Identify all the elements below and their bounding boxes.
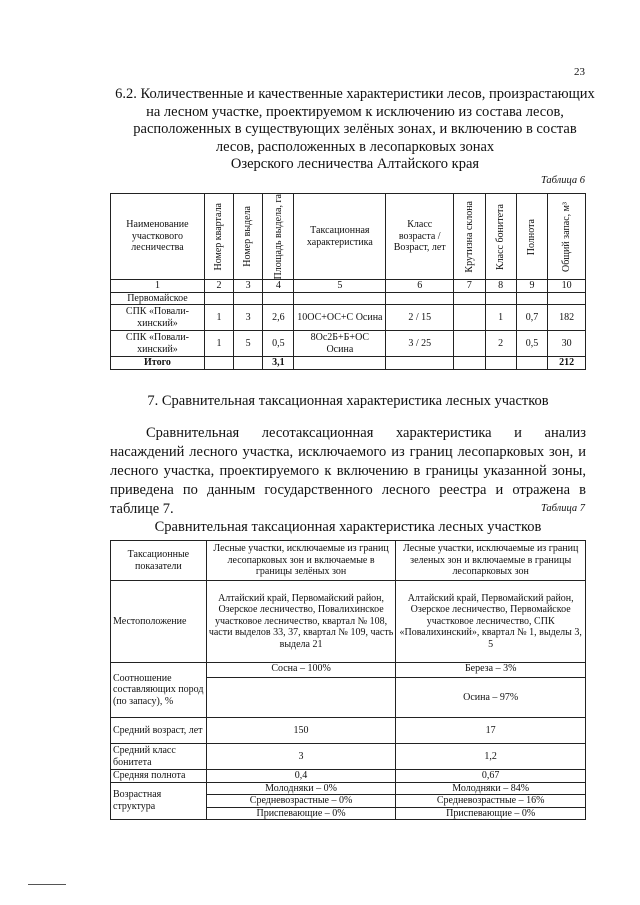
index-cell: 2 <box>204 280 233 293</box>
cell: Алтайский край, Первомайский район, Озерское лесничество, Повалихинское участковое лесничество, квартал № 108, части выделов 33, 37, квартал № 109, часть выдела 21 <box>206 581 396 663</box>
cell: 182 <box>548 305 586 331</box>
table-7-title: Сравнительная таксационная характеристика лесных участков <box>154 519 542 535</box>
header-cell: Лесные участки, исключаемые из границ зеленых зон и включаемые в границы лесопарковых зон <box>396 541 586 581</box>
index-cell: 8 <box>485 280 516 293</box>
section-7-paragraph: Сравнительная лесотаксационная характеристика и анализ насаждений лесного участка, исключаемого из границ лесопарковых зон, и лесного участка, проектируемого к включению в границы указанной зоны, приведена по данным государственного лесного реестра и отражена в таблице 7. <box>110 425 586 517</box>
table-row <box>111 782 586 795</box>
group-label: Первомайское <box>111 292 205 305</box>
cell: 5 <box>234 331 263 357</box>
cell: 0,5 <box>263 331 294 357</box>
title-line: лесов, расположенных в лесопарковых зонах <box>215 138 495 155</box>
cell: Средневозрастные – 0% <box>206 795 396 808</box>
title-line: Озерского лесничества Алтайского края <box>230 156 480 172</box>
cell: Алтайский край, Первомайский район, Озерское лесничество, Первомайское участковое лесничество, СПК «Повалихинский», квартал № 1, выделы 3, 5 <box>396 581 586 663</box>
index-cell: 6 <box>386 280 454 293</box>
table-row <box>111 718 586 744</box>
title-line: 6.2. Количественные и качественные характеристики лесов, произрастающих <box>115 86 595 102</box>
cell: 3 <box>206 744 396 770</box>
header-cell: Номер выдела <box>234 194 263 280</box>
cell <box>454 305 485 331</box>
cell: Средневозрастные – 16% <box>396 795 586 808</box>
row-label: Возрастная структура <box>111 782 207 820</box>
cell: 2,6 <box>263 305 294 331</box>
page-number: 23 <box>574 66 585 78</box>
cell: Осина – 97% <box>396 678 586 718</box>
index-cell: 9 <box>516 280 547 293</box>
cell: 1,2 <box>396 744 586 770</box>
total-stock: 212 <box>548 357 586 370</box>
cell: 17 <box>396 718 586 744</box>
table-row <box>111 744 586 770</box>
index-cell: 10 <box>548 280 586 293</box>
cell: 1 <box>485 305 516 331</box>
table-header-row <box>111 194 586 280</box>
row-label: Средняя полнота <box>111 770 207 783</box>
header-cell: Наименование участкового лесничества <box>111 194 205 280</box>
index-cell: 3 <box>234 280 263 293</box>
section-7-title: 7. Сравнительная таксационная характеристика лесных участков <box>147 393 549 409</box>
table-row <box>111 305 586 331</box>
table-6 <box>110 193 586 370</box>
cell: 30 <box>548 331 586 357</box>
cell: СПК «Повали-хинский» <box>111 305 205 331</box>
table-total-row <box>111 357 586 370</box>
header-cell: Полнота <box>516 194 547 280</box>
index-cell: 4 <box>263 280 294 293</box>
cell: 3 / 25 <box>386 331 454 357</box>
table-7-caption: Таблица 7 <box>540 503 585 514</box>
cell: Приспевающие – 0% <box>206 807 396 820</box>
cell: 1 <box>204 305 233 331</box>
cell: Приспевающие – 0% <box>396 807 586 820</box>
cell: 2 <box>485 331 516 357</box>
cell: Береза – 3% <box>396 663 586 678</box>
index-cell: 5 <box>294 280 386 293</box>
cell: Молодняки – 84% <box>396 782 586 795</box>
table-row <box>111 770 586 783</box>
cell: СПК «Повали-хинский» <box>111 331 205 357</box>
header-cell: Класс возраста / Возраст, лет <box>386 194 454 280</box>
footnote-divider <box>28 884 66 885</box>
header-cell: Таксационная характеристика <box>294 194 386 280</box>
row-label: Средний класс бонитета <box>111 744 207 770</box>
cell: 8Ос2Б+Б+ОС Осина <box>294 331 386 357</box>
cell: 2 / 15 <box>386 305 454 331</box>
table-header-row <box>111 541 586 581</box>
title-line: расположенных в существующих зелёных зонах, и включению в состав <box>133 121 577 137</box>
row-label: Местоположение <box>111 581 207 663</box>
table-group-row <box>111 292 586 305</box>
table-row <box>111 663 586 678</box>
row-label: Соотношение составляющих пород (по запасу), % <box>111 663 207 718</box>
header-cell: Площадь выдела, га <box>263 194 294 280</box>
index-cell: 7 <box>454 280 485 293</box>
header-cell: Крутизна склона <box>454 194 485 280</box>
row-label: Средний возраст, лет <box>111 718 207 744</box>
index-cell: 1 <box>111 280 205 293</box>
table-row <box>111 331 586 357</box>
title-line: на лесном участке, проектируемом к исключению из состава лесов, <box>146 103 564 120</box>
table-7 <box>110 540 586 820</box>
header-cell: Общий запас, м³ <box>548 194 586 280</box>
cell: Сосна – 100% <box>206 663 396 678</box>
cell <box>206 678 396 718</box>
total-label: Итого <box>111 357 205 370</box>
header-cell: Таксационные показатели <box>111 541 207 581</box>
cell: 3 <box>234 305 263 331</box>
cell: 1 <box>204 331 233 357</box>
cell: Молодняки – 0% <box>206 782 396 795</box>
table-6-caption: Таблица 6 <box>540 175 585 186</box>
cell: 0,5 <box>516 331 547 357</box>
cell: 150 <box>206 718 396 744</box>
total-area: 3,1 <box>263 357 294 370</box>
header-cell: Класс бонитета <box>485 194 516 280</box>
cell: 10ОС+ОС+С Осина <box>294 305 386 331</box>
cell: 0,7 <box>516 305 547 331</box>
header-cell: Лесные участки, исключаемые из границ лесопарковых зон и включаемые в границы зелёных зон <box>206 541 396 581</box>
header-cell: Номер квартала <box>204 194 233 280</box>
cell: 0,4 <box>206 770 396 783</box>
cell: 0,67 <box>396 770 586 783</box>
section-6-2-title <box>100 86 610 174</box>
table-index-row <box>111 280 586 293</box>
table-row <box>111 581 586 663</box>
cell <box>454 331 485 357</box>
